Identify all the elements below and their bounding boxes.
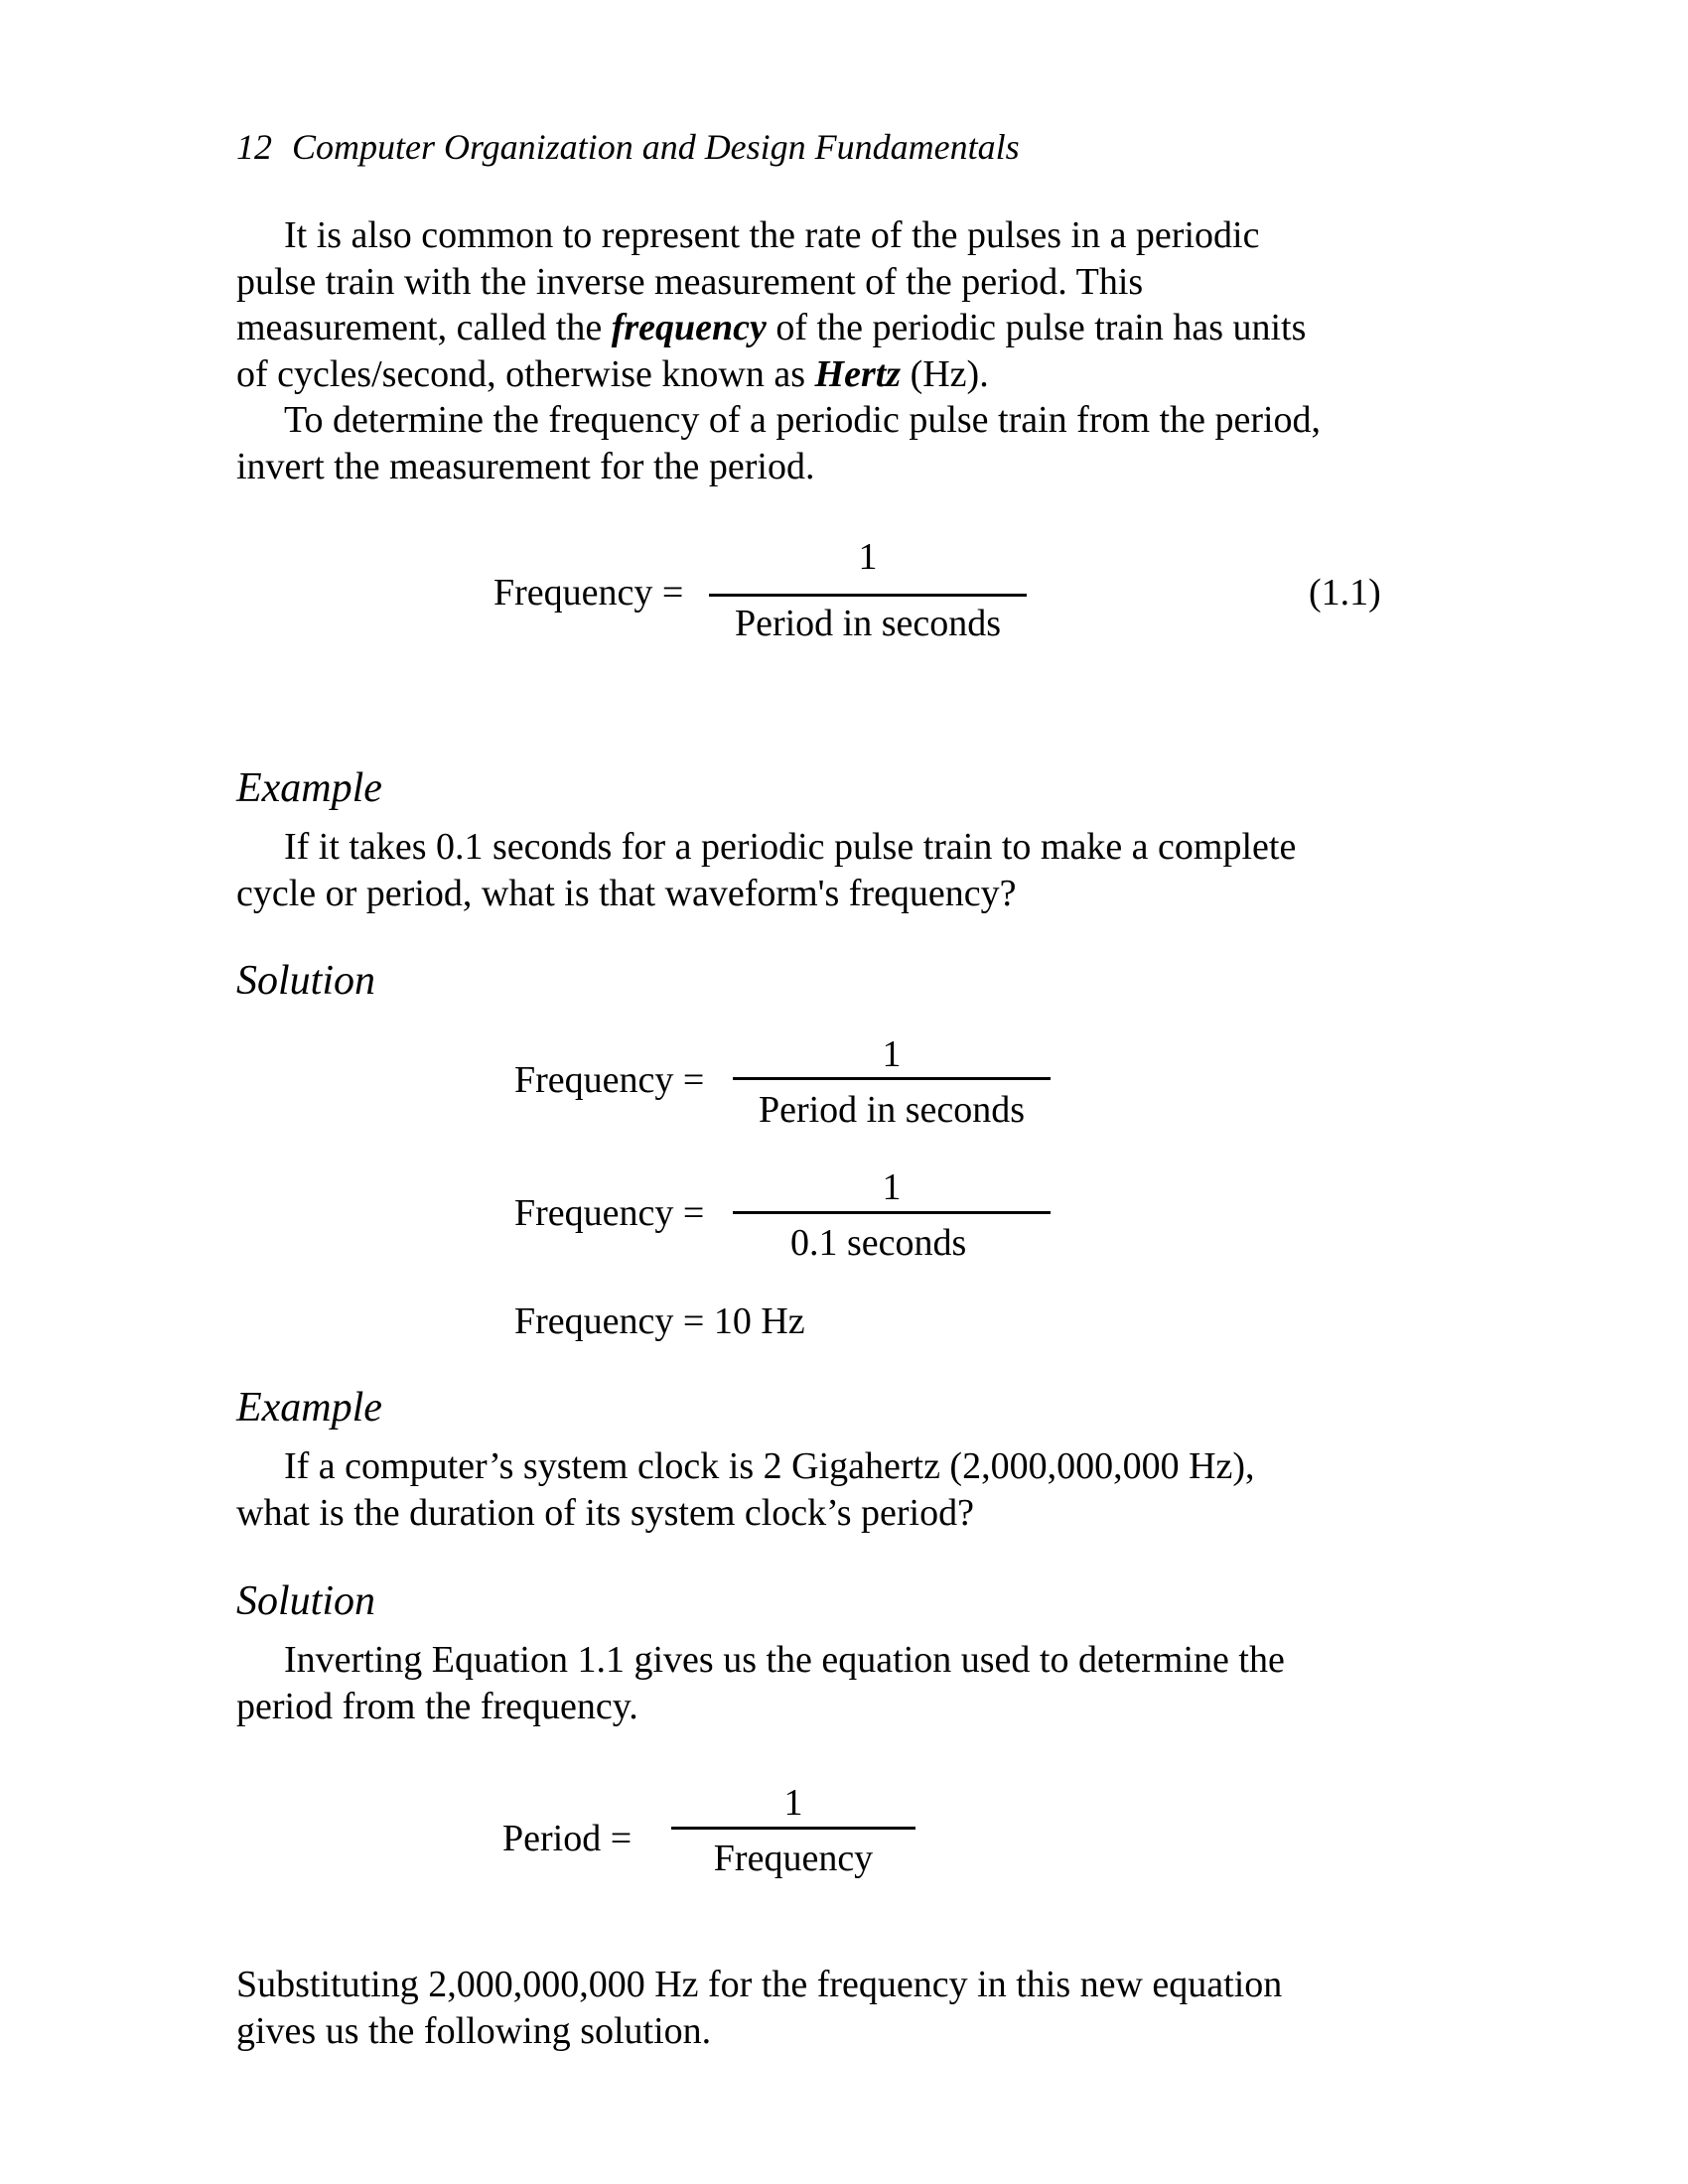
text-fragment: (Hz). [901, 352, 989, 395]
period-equation-numerator: 1 [783, 1782, 803, 1824]
solution-equation-a-fraction-bar [733, 1077, 1051, 1080]
equation-1-1-denominator: Period in seconds [734, 603, 1002, 644]
text-line: period from the frequency. [236, 1685, 638, 1727]
period-equation-denominator: Frequency [713, 1838, 874, 1879]
example-paragraph [236, 824, 1296, 916]
example-heading: Example [236, 1385, 382, 1431]
text-line: Substituting 2,000,000,000 Hz for the frequency in this new equation [236, 1964, 1283, 2005]
equation-1-1-numerator: 1 [858, 536, 878, 578]
text-line: what is the duration of its system clock’s period? [236, 1491, 974, 1534]
closing-paragraph [236, 1962, 1282, 2054]
solution-equation-b-fraction-bar [733, 1211, 1051, 1214]
text-fragment: of the periodic pulse train has units [766, 307, 1307, 348]
solution-equation-b-numerator: 1 [882, 1166, 902, 1208]
solution-equation-a-numerator: 1 [882, 1033, 902, 1075]
equation-1-1-lhs: Frequency = [493, 572, 684, 614]
solution-equation-b-denominator: 0.1 seconds [790, 1222, 967, 1264]
period-equation-fraction-bar [671, 1827, 915, 1830]
example-heading: Example [236, 765, 382, 811]
term-hertz: Hertz [814, 352, 902, 395]
page-number: 12 [236, 127, 272, 167]
text-line: If a computer’s system clock is 2 Gigahertz (2,000,000,000 Hz), [284, 1445, 1255, 1487]
solution-equation-a-lhs: Frequency = [514, 1059, 705, 1101]
text-line: Inverting Equation 1.1 gives us the equation used to determine the [284, 1639, 1285, 1681]
text-line: It is also common to represent the rate of the pulses in a periodic [284, 214, 1260, 256]
text-fragment: measurement, called the [236, 307, 612, 348]
term-frequency: frequency [611, 307, 767, 348]
solution-equation-b-lhs: Frequency = [514, 1192, 705, 1234]
intro-paragraph [236, 212, 1321, 489]
text-line: invert the measurement for the period. [236, 445, 815, 487]
solution-result: Frequency = 10 Hz [514, 1300, 805, 1342]
running-header [236, 125, 1020, 169]
text-fragment: of cycles/second, otherwise known as [236, 352, 815, 395]
text-line: cycle or period, what is that waveform's frequency? [236, 872, 1017, 914]
equation-number: (1.1) [1309, 572, 1381, 614]
text-line: If it takes 0.1 seconds for a periodic pulse train to make a complete [284, 826, 1297, 868]
solution-equation-a-denominator: Period in seconds [758, 1089, 1026, 1131]
solution-heading: Solution [236, 958, 376, 1004]
solution-paragraph [236, 1637, 1285, 1729]
text-line: To determine the frequency of a periodic pulse train from the period, [284, 399, 1322, 441]
text-line [236, 351, 1321, 398]
period-equation-lhs: Period = [502, 1818, 633, 1859]
book-title: Computer Organization and Design Fundamentals [292, 127, 1020, 167]
text-line: pulse train with the inverse measurement of the period. This [236, 260, 1144, 303]
text-line [236, 305, 1321, 351]
solution-heading: Solution [236, 1578, 376, 1624]
example-paragraph [236, 1443, 1255, 1536]
equation-1-1-fraction-bar [709, 594, 1027, 597]
text-line: gives us the following solution. [236, 2009, 712, 2052]
